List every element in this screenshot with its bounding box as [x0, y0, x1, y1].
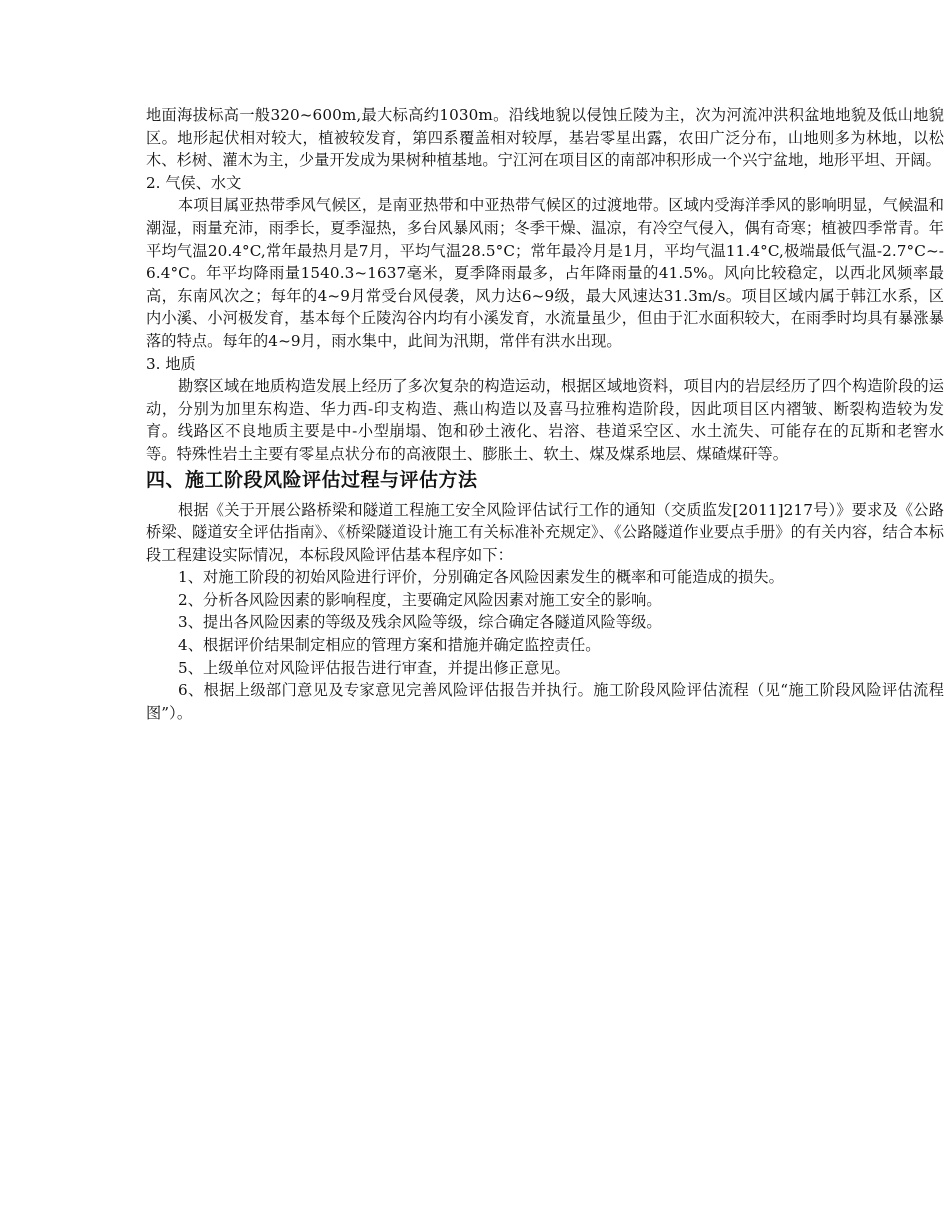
list-item: 2、分析各风险因素的影响程度，主要确定风险因素对施工安全的影响。 — [178, 590, 662, 609]
document-page — [146, 104, 944, 724]
section-intro: 根据《关于开展公路桥梁和隧道工程施工安全风险评估试行工作的通知（交质监发[2011]217号）》要求及《公路桥梁、隧道安全评估指南》、《桥梁隧道设计施工有关标准补充规定》、《公路隧道作业要点手册》的有关内容，结合本标段工程建设实际情况，本标段风险评估基本程序如下： — [146, 500, 944, 564]
climate-paragraph: 本项目属亚热带季风气候区，是南亚热带和中亚热带气候区的过渡地带。区域内受海洋季风的影响明显，气候温和潮湿，雨量充沛，雨季长，夏季湿热，多台风暴风雨；冬季干燥、温凉，有冷空气侵入，偶有奇寒；植被四季常青。年平均气温20.4°C,常年最热月是7月，平均气温28.5°C；常年最冷月是1月，平均气温11.4°C,极端最低气温-2.7°C~-6.4°C。年平均降雨量1540.3~1637毫米，夏季降雨最多，占年降雨量的41.5%。风向比较稳定，以西北风频率最高，东南风次之；每年的4~9月常受台风侵袭，风力达6~9级，最大风速达31.3m/s。项目区域内属于韩江水系，区内小溪、小河极发育，基本每个丘陵沟谷内均有小溪发育，水流量虽少，但由于汇水面积较大，在雨季时均具有暴涨暴落的特点。每年的4~9月，雨水集中，此间为汛期，常伴有洪水出现。 — [146, 196, 944, 350]
climate-heading: 2. 气侯、水文 — [146, 173, 242, 192]
list-item: 6、根据上级部门意见及专家意见完善风险评估报告并执行。施工阶段风险评估流程（见“施工阶段风险评估流程图”）。 — [146, 681, 944, 722]
terrain-paragraph: 地面海拔标高一般320~600m,最大标高约1030m。沿线地貌以侵蚀丘陵为主，次为河流冲洪积盆地地貌及低山地貌区。地形起伏相对较大，植被较发育，第四系覆盖相对较厚，基岩零星出露，农田广泛分布，山地则多为林地，以松木、杉树、灌木为主，少量开发成为果树种植基地。宁江河在项目区的南部冲积形成一个兴宁盆地，地形平坦、开阔。 — [146, 106, 944, 170]
list-item: 3、提出各风险因素的等级及残余风险等级，综合确定各隧道风险等级。 — [178, 613, 662, 632]
section-title: 四、施工阶段风险评估过程与评估方法 — [146, 468, 478, 491]
steps-list — [146, 566, 944, 724]
list-item: 1、对施工阶段的初始风险进行评价，分别确定各风险因素发生的概率和可能造成的损失。 — [178, 568, 784, 587]
geology-heading: 3. 地质 — [146, 354, 196, 373]
geology-paragraph: 勘察区域在地质构造发展上经历了多次复杂的构造运动，根据区域地资料，项目内的岩层经历了四个构造阶段的运动，分别为加里东构造、华力西-印支构造、燕山构造以及喜马拉雅构造阶段，因此项目区内褶皱、断裂构造较为发育。线路区不良地质主要是中-小型崩塌、饱和砂土液化、岩溶、巷道采空区、水土流失、可能存在的瓦斯和老窖水等。特殊性岩土主要有零星点状分布的高液限土、膨胀土、软土、煤及煤系地层、煤碴煤矸等。 — [146, 377, 944, 463]
list-item: 5、上级单位对风险评估报告进行审查，并提出修正意见。 — [178, 658, 570, 677]
list-item: 4、根据评价结果制定相应的管理方案和措施并确定监控责任。 — [178, 636, 601, 655]
